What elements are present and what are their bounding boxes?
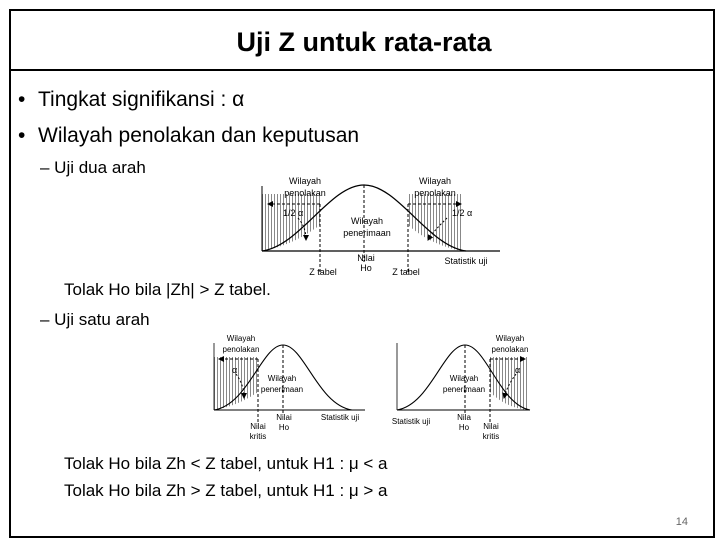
right-tail-rejection-area [490, 357, 527, 410]
left-tail-reject-label: Wilayah penolakan [222, 334, 260, 354]
bullet-rejection-region-text: Wilayah penolakan dan keputusan [38, 124, 360, 147]
two-sided-rule: Tolak Ho bila |Zh| > Z tabel. [64, 280, 271, 299]
left-tail-diagram [214, 334, 365, 441]
left-tail-null-label: Nilai Ho [276, 413, 292, 432]
left-tail-crit-label: Nilai kritis [249, 422, 267, 441]
right-tail-axis-label: Statistik uji [391, 417, 431, 426]
page-number: 14 [675, 516, 688, 528]
left-tail-accept-label: Wilayah penerimaan [260, 374, 304, 394]
right-alpha-label: 1/2 α [452, 208, 473, 218]
left-crit-label: Z tabel [309, 267, 337, 277]
right-tail-accept-label: Wilayah penerimaan [442, 374, 486, 394]
bullet-dot: • [18, 124, 26, 147]
one-sided-rule-lower: Tolak Ho bila Zh < Z tabel, untuk H1 : μ < a [64, 454, 388, 473]
one-sided-rule-upper: Tolak Ho bila Zh > Z tabel, untuk H1 : μ > a [64, 481, 388, 500]
right-tail-reject-label: Wilayah penolakan [491, 334, 529, 354]
bullet-significance-text: Tingkat signifikansi : α [38, 88, 245, 111]
slide-title: Uji Z untuk rata-rata [236, 27, 492, 57]
left-region-label: Wilayah penolakan [284, 176, 326, 198]
right-crit-label: Z tabel [392, 267, 420, 277]
axis-label: Statistik uji [444, 256, 488, 266]
right-tail-crit-label: Nilai kritis [482, 422, 500, 441]
left-alpha-label: 1/2 α [283, 208, 304, 218]
bullet-dot: • [18, 88, 26, 111]
right-tail-null-label: Nila Ho [457, 413, 471, 432]
right-tail-alpha-label: α [515, 365, 521, 375]
right-region-label: Wilayah penolakan [414, 176, 456, 198]
left-tail-alpha-label: α [232, 365, 238, 375]
one-sided-label: – Uji satu arah [40, 310, 150, 329]
right-tail-diagram [392, 334, 530, 441]
two-sided-label: – Uji dua arah [40, 158, 146, 177]
null-value-label: Nilai Ho [357, 253, 375, 273]
acceptance-region-label: Wilayah penerimaan [343, 216, 391, 238]
left-tail-axis-label: Statistik uji [320, 413, 360, 422]
